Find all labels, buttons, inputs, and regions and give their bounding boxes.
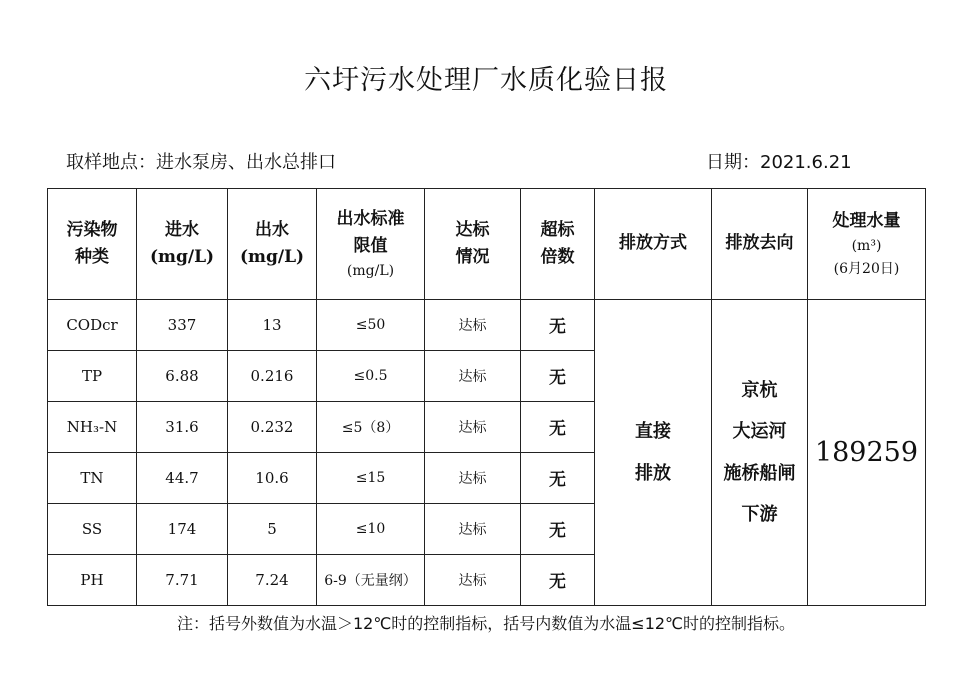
inflow-cell: 6.88 [137, 350, 228, 401]
limit-cell: ≤50 [317, 300, 425, 351]
pollutant-cell: CODcr [48, 300, 137, 351]
outflow-cell: 0.232 [228, 401, 317, 452]
exceed-cell: 无 [521, 300, 595, 351]
pollutant-cell: TN [48, 452, 137, 503]
header-exceed [521, 189, 595, 300]
status-cell: 达标 [425, 503, 521, 554]
volume-cell: 189259 [808, 300, 926, 606]
footnote: 注：括号外数值为水温＞12℃时的控制指标，括号内数值为水温≤12℃时的控制指标。 [176, 614, 796, 633]
header-volume [808, 189, 926, 300]
header-outflow-line1: 出水 [255, 219, 289, 240]
limit-cell: ≤0.5 [317, 350, 425, 401]
exceed-cell: 无 [521, 350, 595, 401]
discharge-method-line2: 排放 [635, 462, 671, 484]
header-compliance-line1: 达标 [455, 219, 490, 240]
limit-cell: ≤15 [317, 452, 425, 503]
outflow-cell: 13 [228, 300, 317, 351]
header-inflow-line1: 进水 [165, 219, 199, 240]
limit-cell: 6-9（无量纲） [317, 554, 425, 605]
status-cell: 达标 [425, 300, 521, 351]
inflow-cell: 7.71 [137, 554, 228, 605]
status-cell: 达标 [425, 452, 521, 503]
header-limit-line1: 出水标准 [336, 208, 405, 229]
header-discharge-destination: 排放去向 [712, 189, 808, 300]
limit-cell: ≤5（8） [317, 401, 425, 452]
status-cell: 达标 [425, 554, 521, 605]
discharge-method-line1: 直接 [635, 421, 671, 443]
header-pollutant-line1: 污染物 [66, 219, 118, 240]
header-outflow [228, 189, 317, 300]
header-volume-date: (6月20日) [833, 260, 900, 277]
outflow-cell: 0.216 [228, 350, 317, 401]
pollutant-cell: SS [48, 503, 137, 554]
pollutant-cell: PH [48, 554, 137, 605]
destination-line4: 下游 [741, 503, 778, 525]
table-row [48, 300, 926, 351]
header-discharge-method: 排放方式 [595, 189, 712, 300]
exceed-cell: 无 [521, 554, 595, 605]
discharge-method-cell [595, 300, 712, 606]
header-inflow [137, 189, 228, 300]
inflow-cell: 44.7 [137, 452, 228, 503]
sampling-location: 取样地点：进水泵房、出水总排口 [66, 152, 336, 173]
exceed-cell: 无 [521, 452, 595, 503]
report-date: 日期：2021.6.21 [706, 152, 852, 173]
inflow-cell: 174 [137, 503, 228, 554]
header-exceed-line2: 倍数 [540, 247, 575, 267]
header-volume-line1: 处理水量 [832, 211, 901, 232]
outflow-cell: 10.6 [228, 452, 317, 503]
table-header-row [48, 189, 926, 300]
header-compliance [425, 189, 521, 300]
header-limit [317, 189, 425, 300]
status-cell: 达标 [425, 350, 521, 401]
inflow-cell: 337 [137, 300, 228, 351]
inflow-cell: 31.6 [137, 401, 228, 452]
limit-cell: ≤10 [317, 503, 425, 554]
destination-line1: 京杭 [741, 379, 778, 401]
pollutant-cell: TP [48, 350, 137, 401]
header-exceed-line1: 超标 [540, 219, 575, 240]
discharge-destination-cell [712, 300, 808, 606]
exceed-cell: 无 [521, 503, 595, 554]
header-outflow-unit: (mg/L) [239, 247, 305, 267]
header-volume-unit: (m³) [851, 238, 882, 255]
header-compliance-line2: 情况 [455, 247, 490, 267]
exceed-cell: 无 [521, 401, 595, 452]
status-cell: 达标 [425, 401, 521, 452]
water-quality-table [47, 188, 926, 606]
header-limit-unit: (mg/L) [346, 262, 395, 279]
report-title: 六圩污水处理厂水质化验日报 [304, 65, 668, 96]
pollutant-cell: NH₃-N [48, 401, 137, 452]
header-pollutant [48, 189, 137, 300]
destination-line3: 施桥船闸 [723, 462, 796, 484]
header-limit-line2: 限值 [353, 235, 388, 256]
header-inflow-unit: (mg/L) [149, 247, 215, 267]
outflow-cell: 7.24 [228, 554, 317, 605]
destination-line2: 大运河 [732, 421, 787, 443]
outflow-cell: 5 [228, 503, 317, 554]
header-pollutant-line2: 种类 [75, 247, 109, 267]
